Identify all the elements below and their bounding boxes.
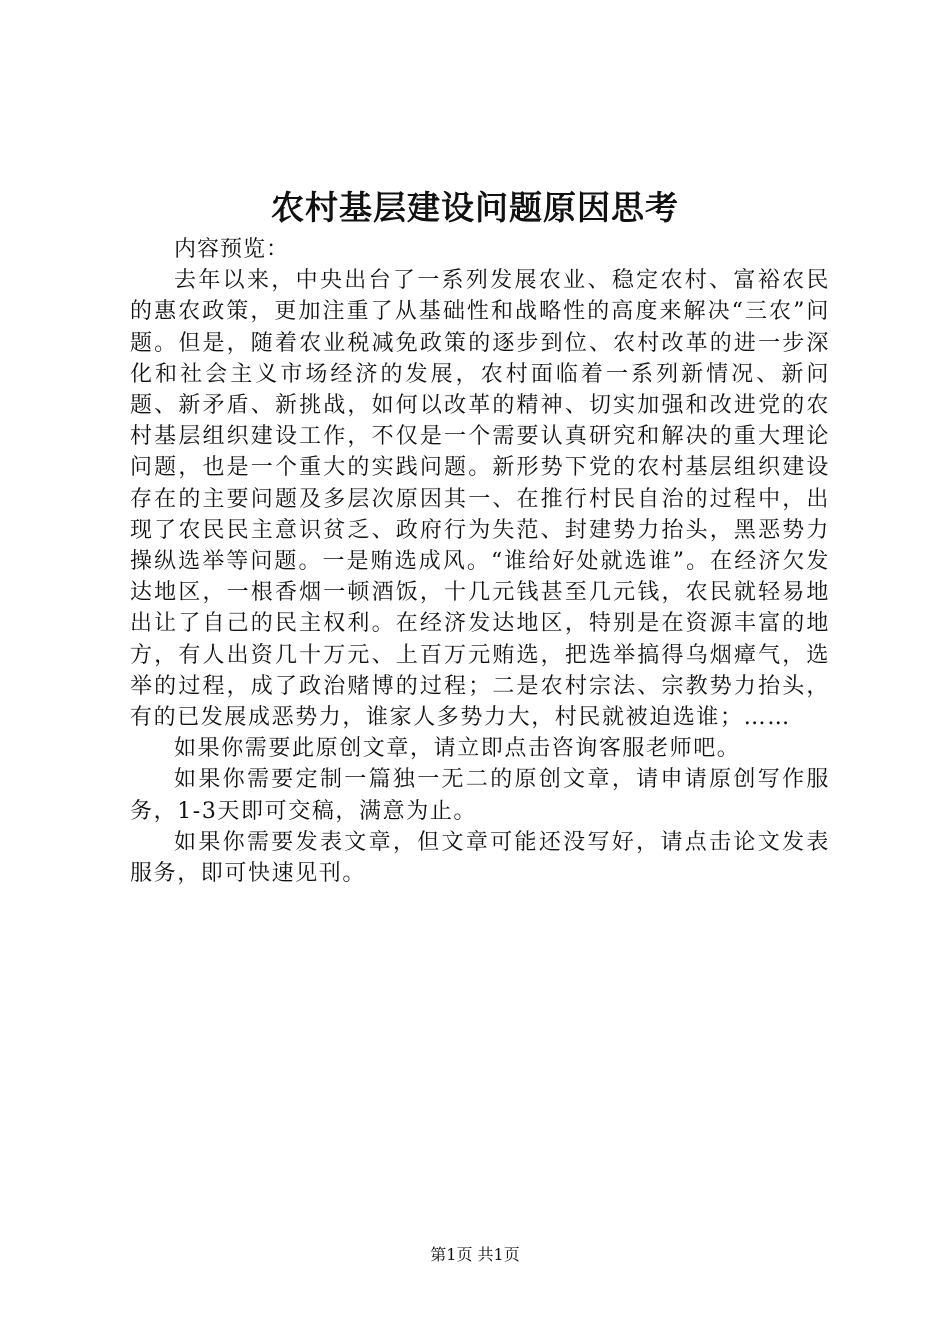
notice-custom-writing: 如果你需要定制一篇独一无二的原创文章，请申请原创写作服务，1-3天即可交稿，满意为止。 <box>130 767 830 824</box>
preview-paragraph: 去年以来，中央出台了一系列发展农业、稳定农村、富裕农民的惠农政策，更加注重了从基础性和战略性的高度来解决“三农”问题。但是，随着农业税减免政策的逐步到位、农村改革的进一步深化和社会主义市场经济的发展，农村面临着一系列新情况、新问题、新矛盾、新挑战，如何以改革的精神、切实加强和改进党的农村基层组织建设工作，不仅是一个需要认真研究和解决的重大理论问题，也是一个重大的实践问题。新形势下党的农村基层组织建设存在的主要问题及多层次原因其一、在推行村民自治的过程中，出现了农民民主意识贫乏、政府行为失范、封建势力抬头，黑恶势力操纵选举等问题。一是贿选成风。“谁给好处就选谁”。在经济欠发达地区，一根香烟一顿酒饭，十几元钱甚至几元钱，农民就轻易地出让了自己的民主权利。在经济发达地区，特别是在资源丰富的地方，有人出资几十万元、上百万元贿选，把选举搞得乌烟瘴气，选举的过程，成了政治赌博的过程；二是农村宗法、宗教势力抬头，有的已发展成恶势力，谁家人多势力大，村民就被迫选谁；…… <box>130 268 830 731</box>
document-title: 农村基层建设问题原因思考 <box>271 188 679 227</box>
notice-contact-service: 如果你需要此原创文章，请立即点击咨询客服老师吧。 <box>174 736 741 762</box>
preview-label: 内容预览： <box>174 237 290 262</box>
page-indicator: 第1页 共1页 <box>430 1245 520 1264</box>
notice-publication-service: 如果你需要发表文章，但文章可能还没写好，请点击论文发表服务，即可快速见刊。 <box>130 829 830 887</box>
document-body <box>130 234 830 889</box>
